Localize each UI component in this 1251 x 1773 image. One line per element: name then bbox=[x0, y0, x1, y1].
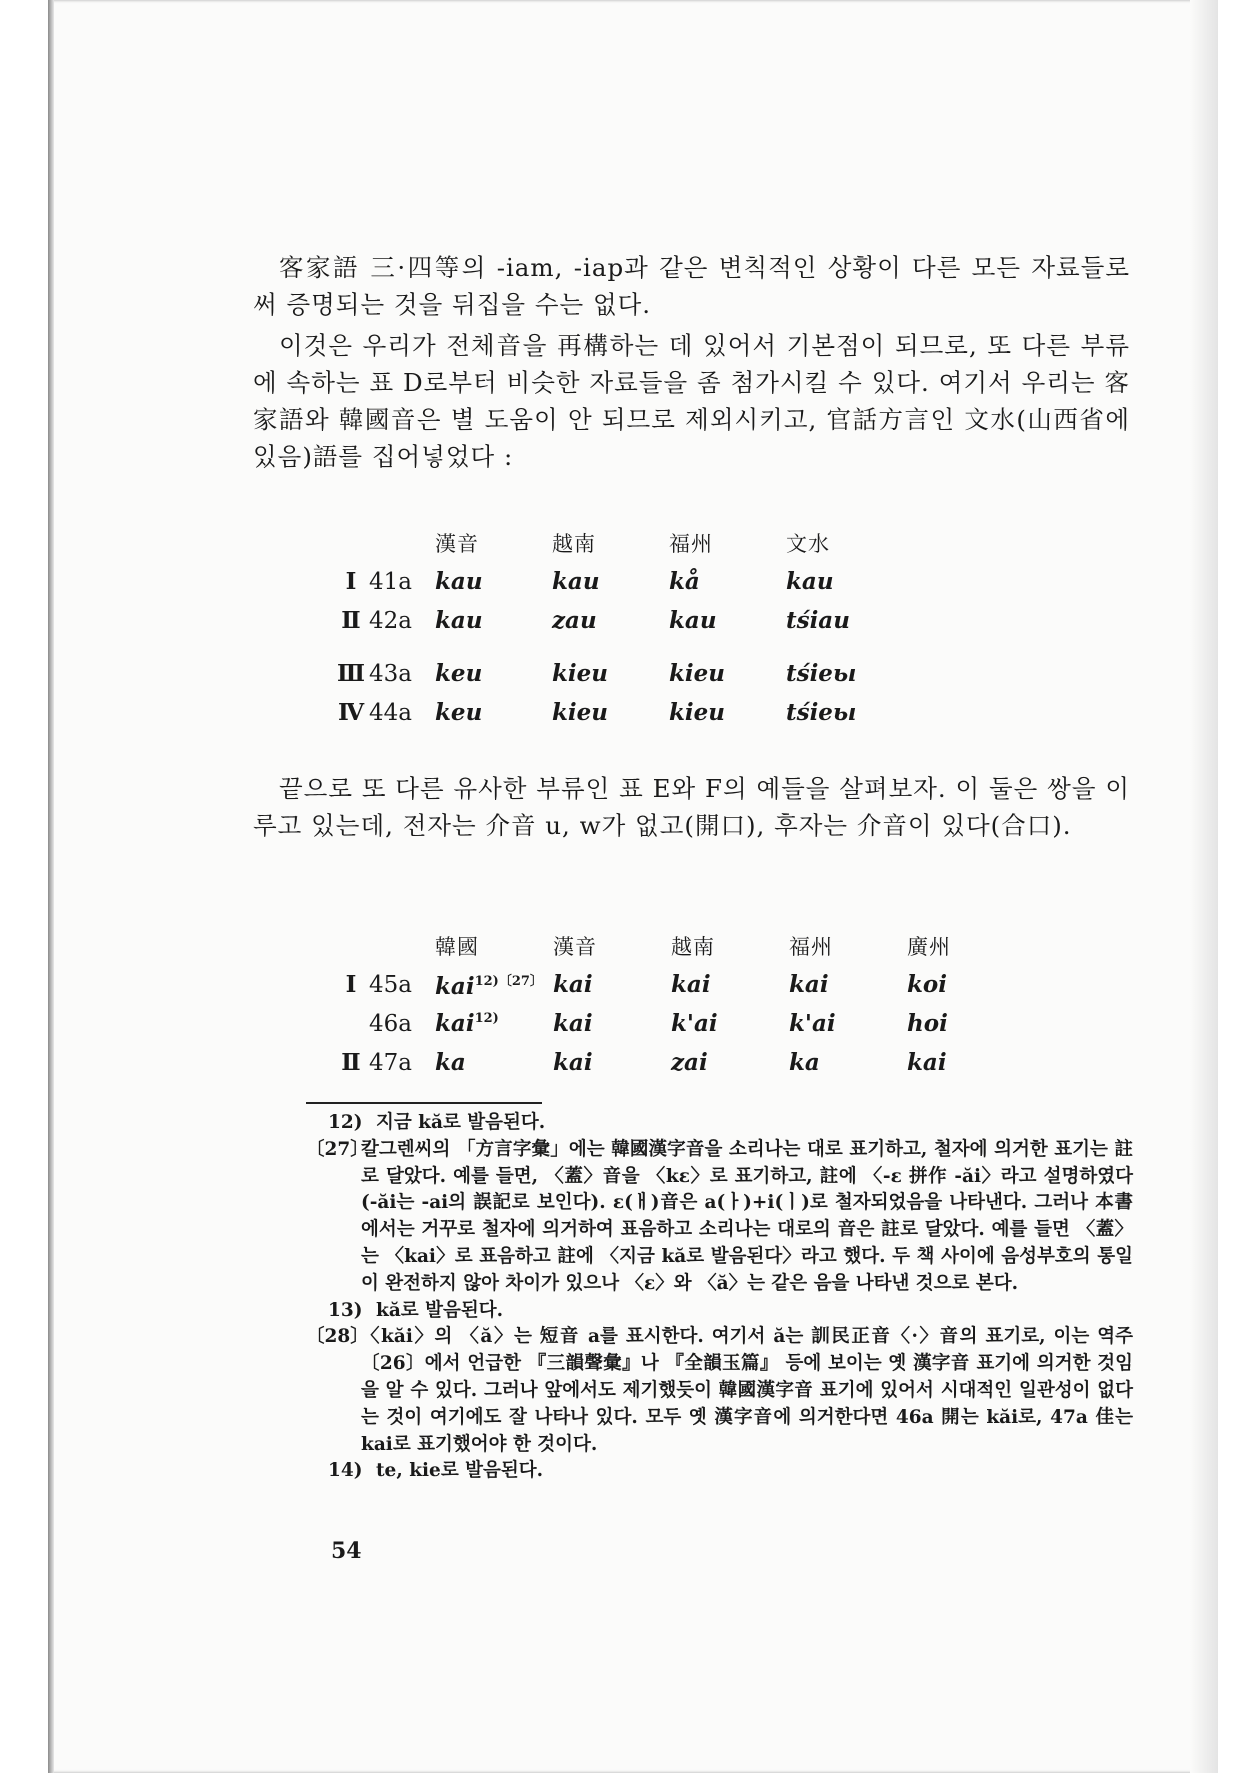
reading: tśieы bbox=[786, 699, 857, 726]
example-number: 43a bbox=[369, 660, 412, 687]
table-row bbox=[333, 1043, 1025, 1082]
reading: kå bbox=[669, 568, 700, 595]
book-page bbox=[48, 0, 1218, 1773]
example-number: 41a bbox=[369, 568, 412, 595]
footnote-marker: 〔27〕 bbox=[306, 1138, 369, 1160]
reading-with-note bbox=[435, 1004, 553, 1043]
footnote-marker: 〔28〕 bbox=[306, 1326, 369, 1348]
table-row bbox=[333, 654, 903, 693]
footnotes bbox=[306, 1110, 1133, 1485]
table-row bbox=[333, 601, 903, 640]
footnote bbox=[306, 1298, 1133, 1325]
footnote bbox=[306, 1110, 1133, 1137]
footnote-marker: 13) bbox=[328, 1299, 363, 1321]
reading: keu bbox=[435, 699, 483, 726]
reading: kieu bbox=[552, 660, 609, 687]
reading: kai bbox=[671, 971, 711, 998]
example-number: 42a bbox=[369, 607, 412, 634]
reading: tśiau bbox=[786, 607, 850, 634]
paragraph-3: 끝으로 또 다른 유사한 부류인 표 E와 F의 예들을 살펴보자. 이 둘은 쌍을 이루고 있는데, 전자는 介音 u, w가 없고(開口), 후자는 介音이 있다(合口). bbox=[253, 774, 1130, 840]
reading: kau bbox=[435, 568, 483, 595]
footnote-text: kă로 발음된다. bbox=[376, 1299, 504, 1321]
rank-label: Ⅱ bbox=[341, 607, 361, 634]
rank-label: Ⅲ bbox=[336, 660, 365, 687]
reading: ka bbox=[789, 1049, 820, 1076]
footnote-text: 칼그렌씨의 「方言字彙」에는 韓國漢字音을 소리나는 대로 표기하고, 철자에 의거한 표기는 註로 달았다. 예를 들면, 〈蓋〉音을 〈kɛ〉로 표기하고, 註에 〈-ɛ 拼作 -ăi〉라고 설명하였다(-ăi는 -ai의 誤記로 보인다). ɛ(ㅐ)音은 a(ㅏ)+i(ㅣ)로 철자되었음을 나타낸다. 그러나 本書에서는 거꾸로 철자에 의거하여 표음하고 소리나는 대로의 音은 註로 달았다. 예를 들면 〈蓋〉는 〈kai〉로 표음하고 註에 〈지금 kă로 발음된다〉라고 했다. 두 책 사이에 음성부호의 통일이 완전하지 않아 차이가 있으나 〈ɛ〉와 〈ă〉는 같은 음을 나타낸 것으로 본다. bbox=[361, 1138, 1133, 1294]
reading: kai bbox=[435, 1010, 475, 1037]
table-header-row bbox=[333, 926, 1025, 965]
note-reference: 12)〔27〕 bbox=[474, 973, 543, 989]
reading: zai bbox=[671, 1049, 708, 1076]
reading: hoi bbox=[907, 1010, 948, 1037]
footnote-divider bbox=[306, 1102, 542, 1104]
rank-label: Ⅰ bbox=[345, 568, 357, 595]
paragraph-1: 客家語 三·四等의 -iam, -iap과 같은 변칙적인 상황이 다른 모든 자료들로써 증명되는 것을 뒤집을 수는 없다. bbox=[253, 253, 1130, 319]
rank-label: Ⅳ bbox=[337, 699, 365, 726]
footnote-marker: 14) bbox=[328, 1460, 363, 1482]
footnote-marker: 12) bbox=[328, 1112, 363, 1133]
table-row bbox=[333, 965, 1025, 1004]
example-number: 46a bbox=[369, 1010, 412, 1037]
reading: kai bbox=[789, 971, 829, 998]
reading: kau bbox=[552, 568, 600, 595]
column-header: 福州 bbox=[669, 531, 713, 556]
reading: kai bbox=[553, 971, 593, 998]
reading: kieu bbox=[552, 699, 609, 726]
table-header-row bbox=[333, 523, 903, 562]
column-header: 越南 bbox=[671, 934, 715, 959]
reading: kau bbox=[669, 607, 717, 634]
reading: kai bbox=[907, 1049, 947, 1076]
reading: zau bbox=[552, 607, 597, 634]
reading: kai bbox=[553, 1010, 593, 1037]
reading: keu bbox=[435, 660, 483, 687]
example-number: 47a bbox=[369, 1049, 412, 1076]
rank-label bbox=[333, 1004, 369, 1043]
rank-label: Ⅱ bbox=[341, 1049, 361, 1076]
page-number: 54 bbox=[331, 1538, 362, 1564]
footnote-text: 지금 kă로 발음된다. bbox=[376, 1112, 546, 1133]
rank-label: Ⅰ bbox=[345, 971, 357, 998]
reading: kau bbox=[786, 568, 834, 595]
footnote bbox=[306, 1458, 1133, 1485]
reading: k'ai bbox=[789, 1010, 836, 1037]
column-header: 福州 bbox=[789, 934, 833, 959]
column-header: 廣州 bbox=[907, 934, 951, 959]
footnote-text: 〈kăi〉의 〈ă〉는 短音 a를 표시한다. 여기서 ă는 訓民正音〈·〉音의 표기로, 이는 역주 〔26〕에서 언급한 『三韻聲彙』나 『全韻玉篇』 등에 보이는 옛 漢字音 표기에 의거한 것임을 알 수 있다. 그러나 앞에서도 제기했듯이 韓國漢字音 표기에 있어서 시대적인 일관성이 없다는 것이 여기에도 잘 나타나 있다. 모두 옛 漢字音에 의거한다면 46a 開는 kăi로, 47a 佳는 kai로 표기했어야 한 것이다. bbox=[361, 1326, 1133, 1455]
example-table-1 bbox=[333, 523, 903, 732]
reading: kieu bbox=[669, 660, 726, 687]
reading: ka bbox=[435, 1049, 466, 1076]
reading: kau bbox=[435, 607, 483, 634]
reading: k'ai bbox=[671, 1010, 718, 1037]
note-reference: 12) bbox=[474, 1011, 499, 1026]
column-header: 漢音 bbox=[435, 531, 479, 556]
table-row bbox=[333, 693, 903, 732]
column-header: 越南 bbox=[552, 531, 596, 556]
example-number: 45a bbox=[369, 971, 412, 998]
translator-note bbox=[306, 1137, 1133, 1298]
paragraph-2: 이것은 우리가 전체音을 再構하는 데 있어서 기본점이 되므로, 또 다른 부류에 속하는 표 D로부터 비슷한 자료들을 좀 첨가시킬 수 있다. 여기서 우리는 客家語와 韓國音은 별 도움이 안 되므로 제외시키고, 官話方言인 文水(山西省에 있음)語를 집어넣었다 : bbox=[253, 331, 1130, 471]
reading: kieu bbox=[669, 699, 726, 726]
column-header: 漢音 bbox=[553, 934, 597, 959]
example-number: 44a bbox=[369, 699, 412, 726]
column-header: 文水 bbox=[786, 531, 830, 556]
translator-note bbox=[306, 1324, 1133, 1458]
column-header: 韓國 bbox=[435, 934, 479, 959]
reading: koi bbox=[907, 971, 948, 998]
reading: kai bbox=[553, 1049, 593, 1076]
footnote-text: te, kie로 발음된다. bbox=[376, 1460, 544, 1482]
example-table-2 bbox=[333, 926, 1025, 1082]
reading: kai bbox=[435, 972, 475, 1000]
reading: tśieы bbox=[786, 660, 857, 687]
table-row bbox=[333, 562, 903, 601]
table-row bbox=[333, 1004, 1025, 1043]
reading-with-note bbox=[435, 965, 553, 1004]
